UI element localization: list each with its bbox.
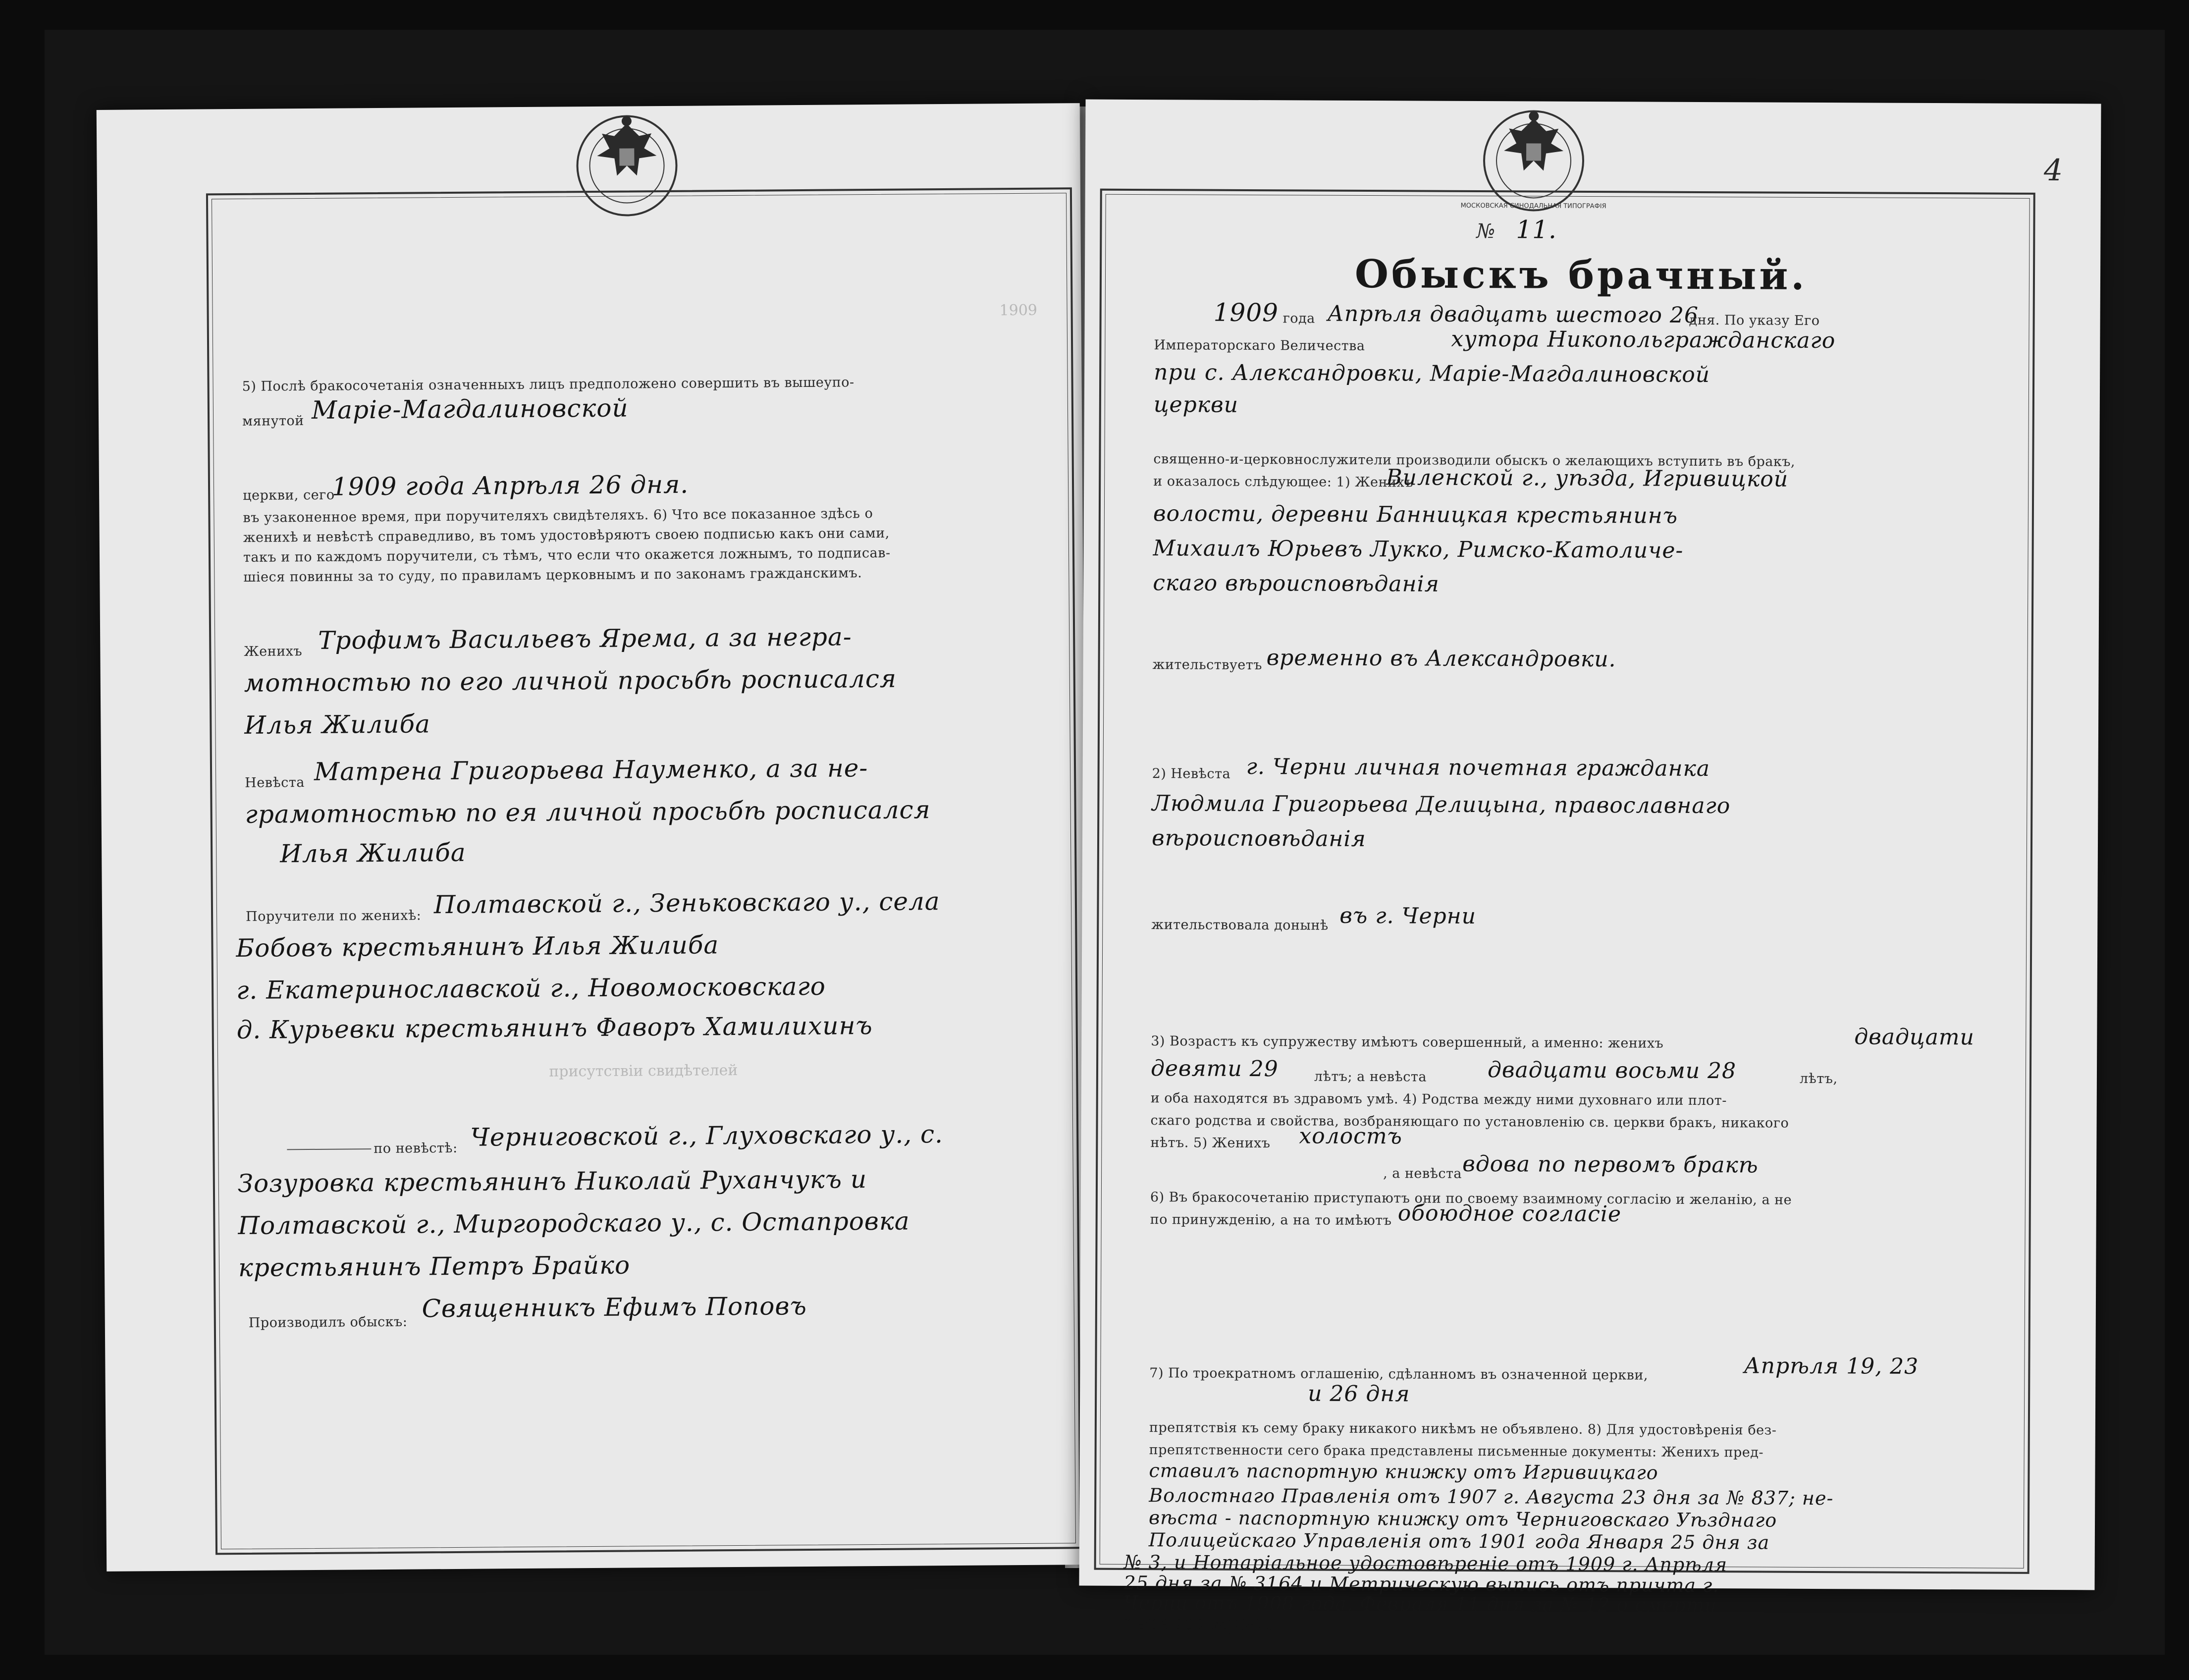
intro-hamlet-handwritten: хутора Никопольгражданскаго (1451, 326, 1836, 354)
documents-handwritten-7: Черни отъ 1908 года, Февраля 11 дня за № 12 о смерти (1123, 1591, 1717, 1617)
bride-surety-line-1: Черниговской г., Глуховскаго у., с. (470, 1120, 944, 1152)
wedding-date-handwritten: 1909 года Апрѣля 26 дня. (331, 470, 689, 501)
intro-majesty-text: Императорскаго Величества (1154, 337, 1365, 354)
age-clause-bride-label: лѣтъ; а невѣста (1314, 1069, 1427, 1085)
clause-5-line-2-print: мянутой (242, 413, 304, 429)
intro-village-handwritten: при с. Александровки, Маріе-Магдалиновской (1154, 360, 1710, 388)
church-name-handwritten: Маріе-Магдалиновской (311, 393, 629, 425)
groom-age-word-handwritten: двадцати (1854, 1024, 1975, 1050)
right-page (1079, 100, 2101, 1634)
year-handwritten: 1909 (1213, 298, 1279, 327)
groom-faith-handwritten: скаго вѣроисповѣданія (1153, 570, 1440, 597)
bride-residence-handwritten: въ г. Черни (1339, 903, 1477, 929)
crest-ring-text: МОСКОВСКАЯ СИНОДАЛЬНАЯ ТИПОГРАФІЯ (1460, 202, 1606, 211)
groom-residence-label: жительствуетъ (1152, 657, 1262, 673)
consent-clause-line-2: по принужденію, а на то имѣютъ (1150, 1212, 1392, 1229)
groom-age-handwritten: девяти 29 (1150, 1056, 1279, 1082)
document-title: Обыскъ брачный. (1354, 251, 1808, 299)
clause-5-line-3-print: церкви, сего (243, 487, 335, 503)
groom-origin-handwritten: Виленской г., уѣзда, Игривицкой (1386, 465, 1789, 492)
record-number-label: № (1476, 219, 1495, 243)
groom-surety-line-4: д. Курьевки крестьянинъ Фаворъ Хамилихинъ (236, 1011, 873, 1045)
clause-5-line-7: шіеся повинны за то суду, по правиламъ церковнымъ и по законамъ гражданскимъ. (243, 565, 862, 585)
intro-church-handwritten: церкви (1153, 392, 1239, 418)
groom-signature-line-2: мотностью по его личной просьбѣ росписался (244, 664, 897, 698)
bride-residence-label: жительствовала донынѣ (1151, 917, 1329, 933)
clause-5-line-6: такъ и по каждомъ поручители, съ тѣмъ, что если что окажется ложнымъ, то подписав- (243, 545, 891, 565)
kinship-clause-line-2: скаго родства и свойства, возбраняющаго по установленію св. церкви бракъ, никакого (1150, 1113, 1789, 1131)
banns-clause-line-1: 7) По троекратномъ оглашенію, сдѣланномъ въ означенной церкви, (1149, 1365, 1649, 1383)
documents-handwritten-2: Волостнаго Правленія отъ 1907 г. Августа 23 дня за № 837; не- (1149, 1484, 1834, 1510)
imperial-crest-emblem (567, 106, 687, 221)
groom-name-handwritten: Михаилъ Юрьевъ Лукко, Римско-Католиче- (1153, 536, 1684, 563)
groom-signature-line-3: Илья Жилиба (244, 709, 431, 740)
groom-village-handwritten: волости, деревни Банницкая крестьянинъ (1153, 501, 1678, 529)
documents-handwritten-5: № 3, и Нотаріальное удостовѣреніе отъ 1909 г. Апрѣля (1123, 1551, 1728, 1576)
documents-clause-line-2: препятственности сего брака представлены письменные документы: Женихъ пред- (1149, 1442, 1764, 1461)
documents-handwritten-4: Полицейскаго Управленія отъ 1901 года Января 25 дня за (1148, 1529, 1770, 1554)
documents-clause-line-1: препятствія къ сему браку никакого никѣмъ не объявлено. 8) Для удостовѣренія без- (1149, 1420, 1777, 1438)
clergy-line-2-print: и оказалось слѣдующее: 1) Женихъ (1153, 474, 1414, 490)
groom-sureties-label: Поручители по женихѣ: (245, 908, 422, 924)
priest-signature: Священникъ Ефимъ Поповъ (422, 1292, 807, 1323)
groom-surety-line-1: Полтавской г., Зеньковскаго у., села (433, 887, 940, 920)
groom-residence-handwritten: временно въ Александровки. (1266, 645, 1616, 672)
documents-handwritten-3: вѣста - паспортную книжку отъ Черниговскаго Уѣзднаго (1148, 1507, 1777, 1531)
groom-surety-line-2: Бобовъ крестьянинъ Илья Жилиба (236, 930, 719, 963)
groom-status-handwritten: холостъ (1299, 1123, 1403, 1149)
conducted-by-label: Производилъ обыскъ: (248, 1314, 408, 1331)
record-number: 11. (1516, 215, 1557, 244)
bleed-through-text: присутствіи свидѣтелей (549, 1061, 738, 1081)
kinship-clause-line-1: и оба находятся въ здравомъ умѣ. 4) Родства между ними духовнаго или плот- (1150, 1090, 1727, 1109)
date-handwritten: Апрѣля двадцать шестого 26 (1327, 301, 1699, 328)
bride-faith-handwritten: вѣроисповѣданія (1151, 825, 1366, 852)
bride-signature-line-3: Илья Жилиба (280, 838, 466, 868)
banns-dates-handwritten: Апрѣля 19, 23 (1744, 1353, 1919, 1379)
documents-handwritten-8: перваго мужа. (1123, 1611, 1280, 1634)
clause-5-line-4: въ узаконенное время, при поручителяхъ свидѣтеляхъ. 6) Что все показанное здѣсь о (243, 506, 873, 526)
bride-surety-line-4: крестьянинъ Петръ Брайко (238, 1250, 631, 1283)
imperial-crest-emblem (1460, 101, 1606, 216)
groom-signature-line-1: Трофимъ Васильевъ Ярема, а за негра- (318, 622, 852, 655)
bride-label-right: 2) Невѣста (1152, 766, 1231, 782)
documents-handwritten-1: ставилъ паспортную книжку отъ Игривицкаго (1149, 1460, 1658, 1484)
groom-surety-line-3: г. Екатеринославской г., Новомосковскаго (236, 972, 826, 1005)
bride-age-handwritten: двадцати восьми 28 (1487, 1057, 1737, 1084)
bride-name-handwritten: Людмила Григорьева Делицына, православнаго (1152, 791, 1731, 819)
bride-label: Невѣста (245, 775, 305, 791)
bride-signature-line-1: Матрена Григорьева Науменко, а за не- (314, 754, 868, 786)
groom-status-label: нѣтъ. 5) Женихъ (1150, 1135, 1271, 1151)
left-page (97, 103, 1090, 1572)
intro-decree-text: дня. По указу Его (1689, 312, 1820, 329)
clause-5-line-1: 5) Послѣ бракосочетанія означенныхъ лицъ предположено совершить въ вышеупо- (242, 375, 854, 394)
consent-handwritten: обоюдное согласіе (1397, 1200, 1622, 1227)
bride-sureties-label: по невѣстѣ: (374, 1140, 458, 1157)
clergy-line-1: священно-и-церковнослужители производили обыскъ о желающихъ вступить въ бракъ, (1153, 451, 1796, 470)
bride-origin-handwritten: г. Черни личная почетная гражданка (1246, 754, 1710, 782)
bride-status-label: , а невѣста (1383, 1166, 1462, 1182)
age-clause-years: лѣтъ, (1799, 1071, 1838, 1087)
consent-clause-line-1: 6) Въ бракосочетанію приступаютъ они по своему взаимному согласію и желанію, а не (1150, 1190, 1792, 1208)
faint-stamp-number: 1909 (999, 301, 1038, 320)
bride-surety-line-2: Зозуровка крестьянинъ Николай Руханчукъ и (237, 1165, 867, 1198)
documents-handwritten-6: 25 дня за № 3164 и Метрическую выпись отъ причта г. (1123, 1572, 1719, 1597)
clause-5-line-5: женихѣ и невѣстѣ справедливо, въ томъ удостовѣряютъ своею подписью какъ они сами, (243, 525, 890, 545)
banns-dates-cont-handwritten: и 26 дня (1308, 1381, 1410, 1407)
bride-status-handwritten: вдова по первомъ бракѣ (1462, 1151, 1759, 1178)
intro-year-label: года (1282, 311, 1315, 326)
bride-signature-line-2: грамотностью по ея личной просьбѣ росписался (245, 795, 931, 829)
bride-surety-line-3: Полтавской г., Миргородскаго у., с. Остапровка (238, 1206, 910, 1241)
groom-label: Женихъ (244, 644, 303, 659)
page-number: 4 (2043, 153, 2063, 188)
age-clause-line-1: 3) Возрастъ къ супружеству имѣютъ совершенный, а именно: женихъ (1151, 1033, 1664, 1051)
